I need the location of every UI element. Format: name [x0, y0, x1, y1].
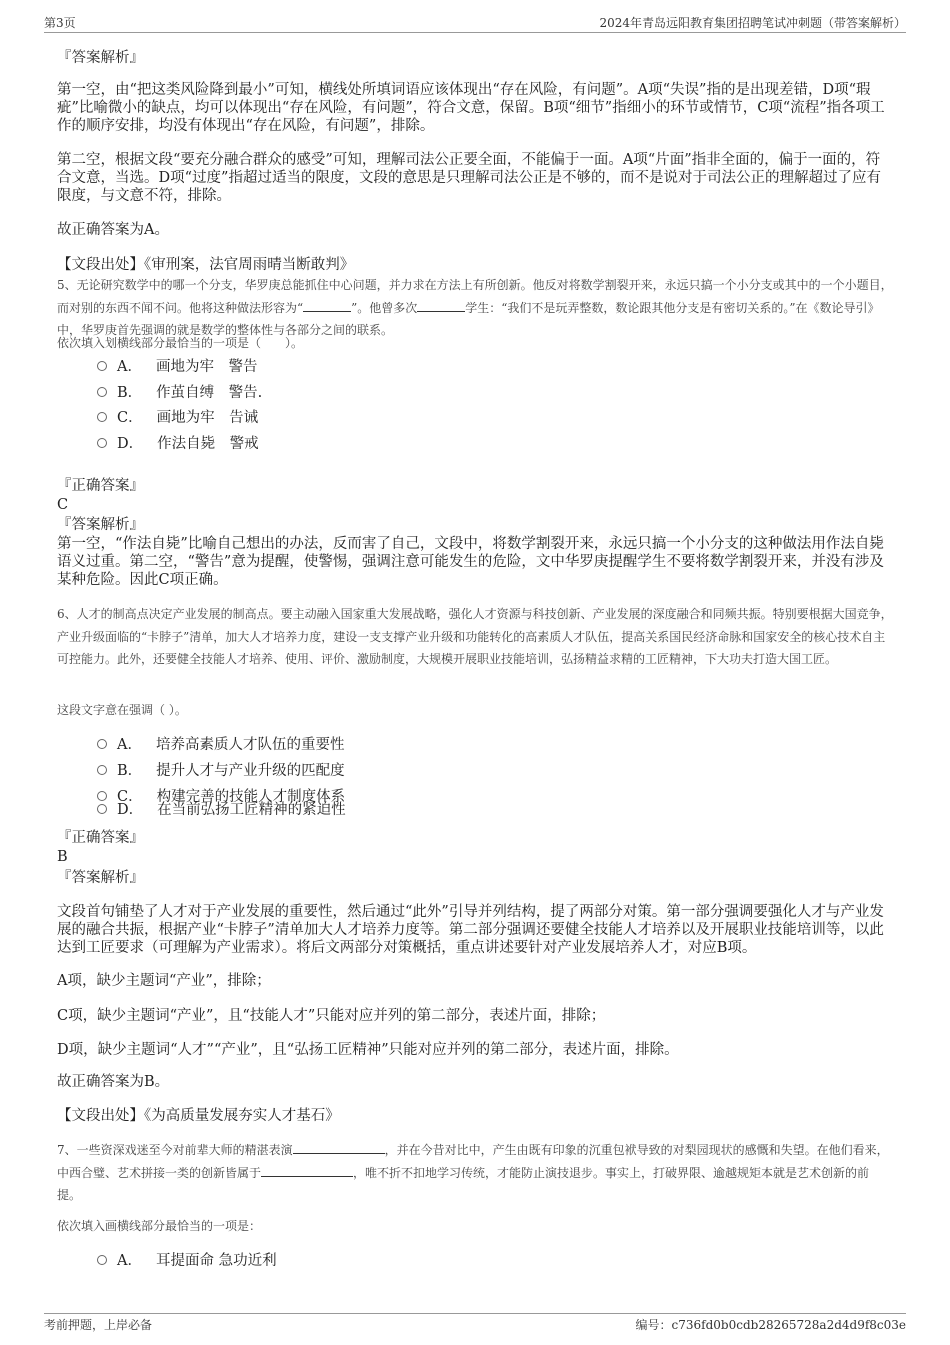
- page-footer: [44, 1313, 906, 1332]
- document-title: 2024年青岛远阳教育集团招聘笔试冲刺题（带答案解析）: [599, 16, 906, 30]
- q6-analysis-option-a: A项，缺少主题词“产业”，排除；: [57, 973, 271, 989]
- q6-analysis-paragraph-1: 文段首句铺垫了人才对于产业发展的重要性，然后通过“此外”引导并列结构，提了两部分对策。第一部分强调要强化人才与产业发展的融合共振，根据产业“卡脖子”清单加大人才培养力度等。第二部分强调还要健全技能人才培养以及开展职业技能培训等，以此达到工匠要求（可理解为产业需求）。将后文两部分对策概括，重点讲述要针对产业发展培养人才，对应B项。: [57, 904, 884, 956]
- q7-stem: [57, 1139, 893, 1207]
- radio-icon[interactable]: [97, 1255, 107, 1265]
- q6-analysis-option-d: D项，缺少主题词“人才”“产业”，且“弘扬工匠精神”只能对应并列的第二部分，表述片面，排除。: [57, 1042, 679, 1058]
- q5-analysis-label: 『答案解析』: [57, 517, 144, 533]
- q6-analysis-label: 『答案解析』: [57, 870, 144, 886]
- radio-icon[interactable]: [97, 739, 107, 749]
- q5-blank-1: [303, 297, 351, 312]
- q4-analysis-label: 『答案解析』: [57, 50, 144, 66]
- q5-stem-part-3: 学生：“我们不是玩弄整数，数论跟其他分支是有密切关系的。”在《数论导引》中，华罗庚首先强调的就是数学的整体性与各部分之间的联系。: [57, 300, 880, 337]
- q5-option-a[interactable]: A． 画地为牢 警告: [97, 357, 257, 377]
- document-id: 编号：c736fd0b0cdb28265728a2d4d9f8c03e: [635, 1318, 906, 1332]
- q5-option-c[interactable]: C． 画地为牢 告诫: [97, 408, 258, 428]
- q6-answer-label: 『正确答案』: [57, 830, 144, 846]
- q5-option-b[interactable]: B． 作茧自缚 警告.: [97, 383, 262, 403]
- page-header: [44, 14, 906, 33]
- q5-option-d[interactable]: D． 作法自毙 警戒: [97, 434, 259, 454]
- q4-analysis-paragraph-1: 第一空，由“把这类风险降到最小”可知，横线处所填词语应该体现出“存在风险，有问题”。A项“失误”指的是出现差错，D项“瑕疵”比喻微小的缺点，均可以体现出“存在风险，有问题”，符合文意，保留。B项“细节”指细小的环节或情节，C项“流程”指各项工作的顺序安排，均没有体现出“存在风险，有问题”，排除。: [57, 82, 885, 134]
- q7-blank-2: [261, 1162, 353, 1177]
- q6-stem: 6、人才的制高点决定产业发展的制高点。要主动融入国家重大发展战略，强化人才资源与科技创新、产业发展的深度融合和同频共振。特别要根据大国竞争，产业升级面临的“卡脖子”清单，加大人才培养力度，建设一支支撑产业升级和功能转化的高素质人才队伍，提高关系国民经济命脉和国家安全的核心技术自主可控能力。此外，还要健全技能人才培养、使用、评价、激励制度，大规模开展职业技能培训，弘扬精益求精的工匠精神，下大功夫打造大国工匠。: [57, 607, 893, 666]
- q5-analysis: 第一空，“作法自毙”比喻自己想出的办法，反而害了自己，文段中，将数学割裂开来，永远只搞一个小分支的这种做法用作法自毙语义过重。第二空，“警告”意为提醒，使警惕，强调注意可能发生的危险，文中华罗庚提醒学生不要将数学割裂开来，并没有涉及某种危险。因此C项正确。: [57, 536, 884, 588]
- q6-option-d[interactable]: D． 在当前弘扬工匠精神的紧迫性: [97, 800, 346, 820]
- q6-conclusion: 故正确答案为B。: [57, 1074, 170, 1090]
- q7-question: 依次填入画横线部分最恰当的一项是：: [57, 1219, 262, 1233]
- q6-answer: B: [57, 849, 68, 865]
- q7-option-a[interactable]: A． 耳提面命 急功近利: [97, 1251, 277, 1271]
- q5-stem-part-1: 5、无论研究数学中的哪一个分支，华罗庚总能抓住中心问题，并力求在方法上有所创新。他反对将数学割裂开来，永远只搞一个小分支或其中的一个小题目，而对别的东西不闻不问。他将这种做法形容为“: [57, 278, 893, 315]
- q5-answer: C: [57, 497, 69, 513]
- radio-icon[interactable]: [97, 765, 107, 775]
- q5-answer-label: 『正确答案』: [57, 478, 144, 494]
- q4-conclusion: 故正确答案为A。: [57, 222, 169, 238]
- q7-blank-1: [293, 1139, 385, 1154]
- radio-icon[interactable]: [97, 438, 107, 448]
- q4-source: 【文段出处】《审刑案，法官周雨晴当断敢判》: [57, 257, 355, 273]
- q6-source: 【文段出处】《为高质量发展夯实人才基石》: [57, 1108, 340, 1124]
- q5-blank-2: [417, 297, 465, 312]
- q5-stem-part-2: ”。他曾多次: [351, 300, 418, 315]
- radio-icon[interactable]: [97, 387, 107, 397]
- q5-question: 依次填入划横线部分最恰当的一项是（ ）。: [57, 336, 304, 350]
- q6-option-c[interactable]: C． 构建完善的技能人才制度体系: [97, 787, 345, 807]
- q6-option-b[interactable]: B． 提升人才与产业升级的匹配度: [97, 761, 345, 781]
- q7-stem-part-2: ，并在今昔对比中，产生由既有印象的沉重包袱导致的对梨园现状的感慨和失望。在他们看来，中西合璧、艺术拼接一类的创新皆属于: [57, 1143, 889, 1180]
- q7-stem-part-1: 7、一些资深戏迷至今对前辈大师的精湛表演: [57, 1143, 293, 1157]
- radio-icon[interactable]: [97, 804, 107, 814]
- q6-question: 这段文字意在强调（ ）。: [57, 703, 187, 717]
- q6-analysis-option-c: C项，缺少主题词“产业”，且“技能人才”只能对应并列的第二部分，表述片面，排除；: [57, 1008, 606, 1024]
- radio-icon[interactable]: [97, 361, 107, 371]
- q7-stem-part-3: ，唯不折不扣地学习传统，才能防止演技退步。事实上，打破界限、逾越规矩本就是艺术创新的前提。: [57, 1165, 870, 1202]
- page-number: 第3页: [44, 16, 76, 30]
- footer-slogan: 考前押题，上岸必备: [44, 1318, 153, 1332]
- radio-icon[interactable]: [97, 412, 107, 422]
- q6-option-a[interactable]: A． 培养高素质人才队伍的重要性: [97, 735, 344, 755]
- q4-analysis-paragraph-2: 第二空，根据文段“要充分融合群众的感受”可知，理解司法公正要全面，不能偏于一面。A项“片面”指非全面的，偏于一面的，符合文意，当选。D项“过度”指超过适当的限度，文段的意思是只理解司法公正是不够的，而不是说对于司法公正的理解超过了应有限度，与文意不符，排除。: [57, 152, 881, 204]
